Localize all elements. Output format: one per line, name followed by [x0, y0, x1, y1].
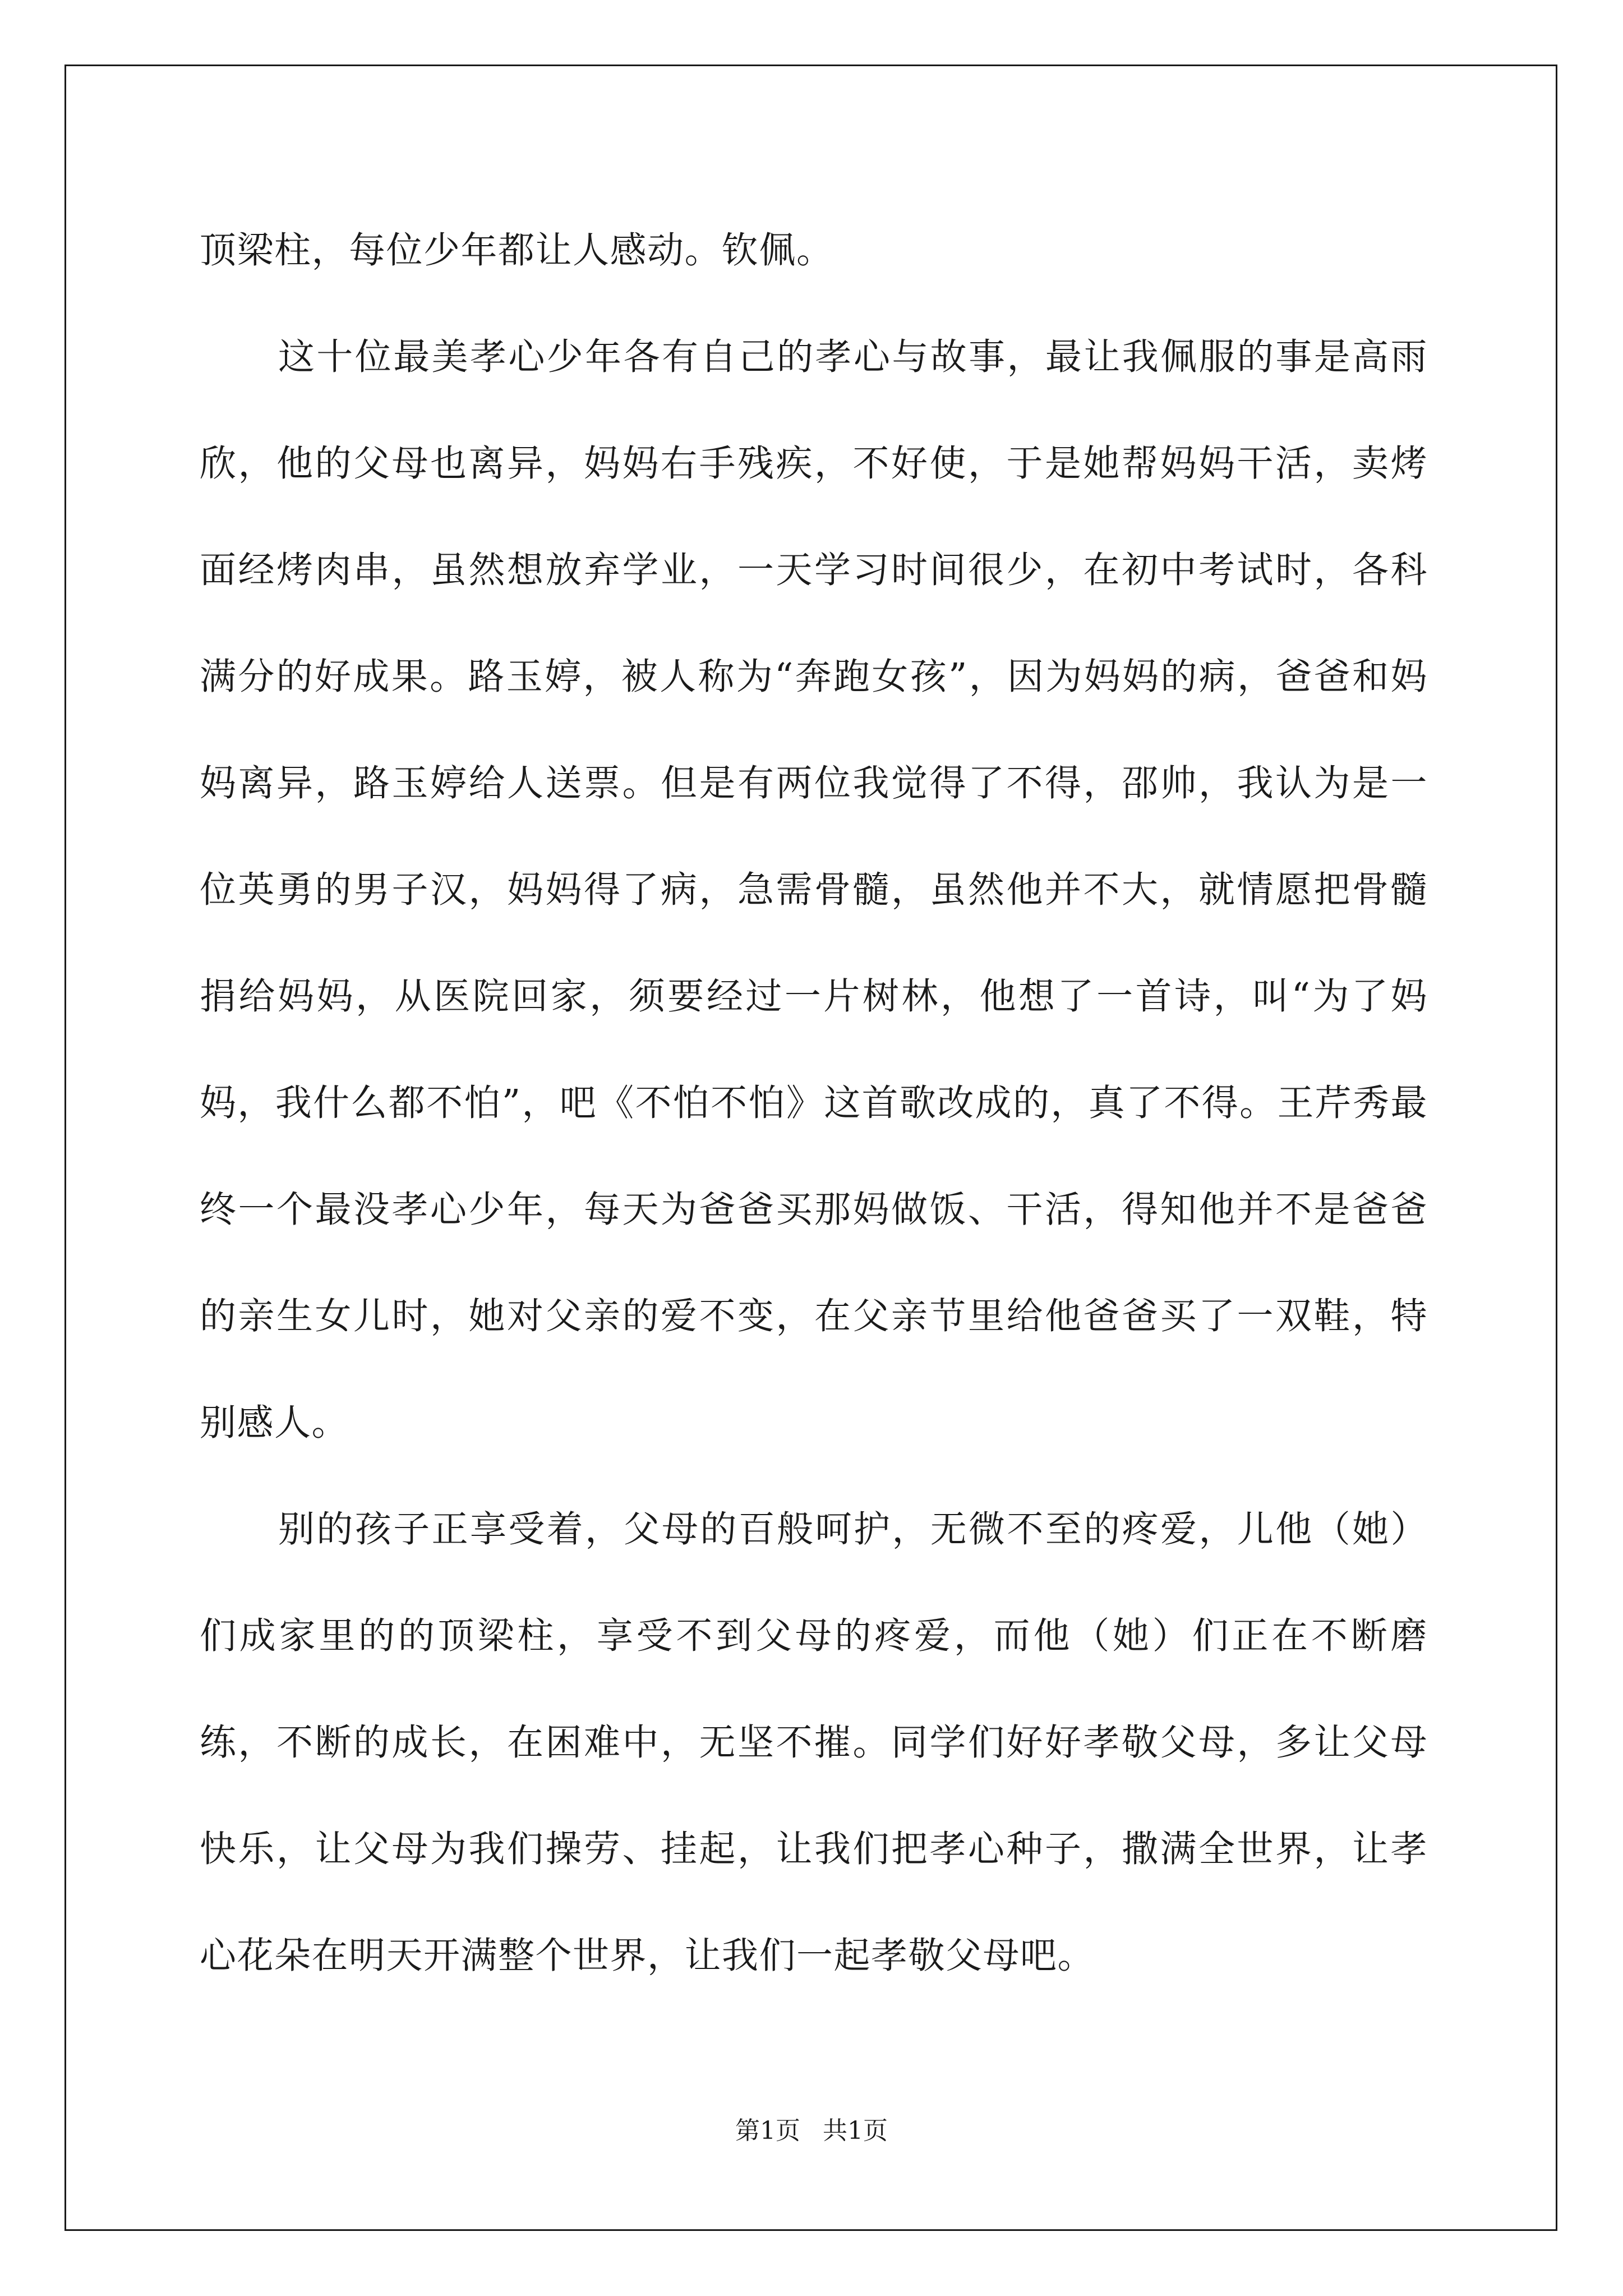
- page-number: 第1页: [735, 2116, 800, 2145]
- paragraph-stories: 这十位最美孝心少年各有自己的孝心与故事，最让我佩服的事是高雨欣，他的父母也离异，妈妈右手残疾，不好使，于是她帮妈妈干活，卖烤面经烤肉串，虽然想放弃学业，一天学习时间很少，在初中考试时，各科满分的好成果。路玉婷，被人称为“奔跑女孩”，因为妈妈的病，爸爸和妈妈离异，路玉婷给人送票。但是有两位我觉得了不得，邵帅，我认为是一位英勇的男子汉，妈妈得了病，急需骨髓，虽然他并不大，就情愿把骨髓捐给妈妈，从医院回家，须要经过一片树林，他想了一首诗，叫“为了妈妈，我什么都不怕”，吧《不怕不怕》这首歌改成的，真了不得。王芹秀最终一个最没孝心少年，每天为爸爸买那妈做饭、干活，得知他并不是爸爸的亲生女儿时，她对父亲的爱不变，在父亲节里给他爸爸买了一双鞋，特别感人。: [200, 336, 1428, 1444]
- paragraph-conclusion: 别的孩子正享受着，父母的百般呵护，无微不至的疼爱，儿他（她）们成家里的的顶梁柱，享受不到父母的疼爱，而他（她）们正在不断磨练，不断的成长，在困难中，无坚不摧。同学们好好孝敬父母，多让父母快乐，让父母为我们操劳、挂起，让我们把孝心种子，撒满全世界，让孝心花朵在明天开满整个世界，让我们一起孝敬父母吧。: [200, 1508, 1428, 1977]
- document-body: [200, 197, 1428, 2009]
- paragraph-continuation: 顶梁柱，每位少年都让人感动。钦佩。: [200, 229, 834, 272]
- page-total: 共1页: [823, 2116, 888, 2145]
- page-footer: [0, 2110, 1623, 2146]
